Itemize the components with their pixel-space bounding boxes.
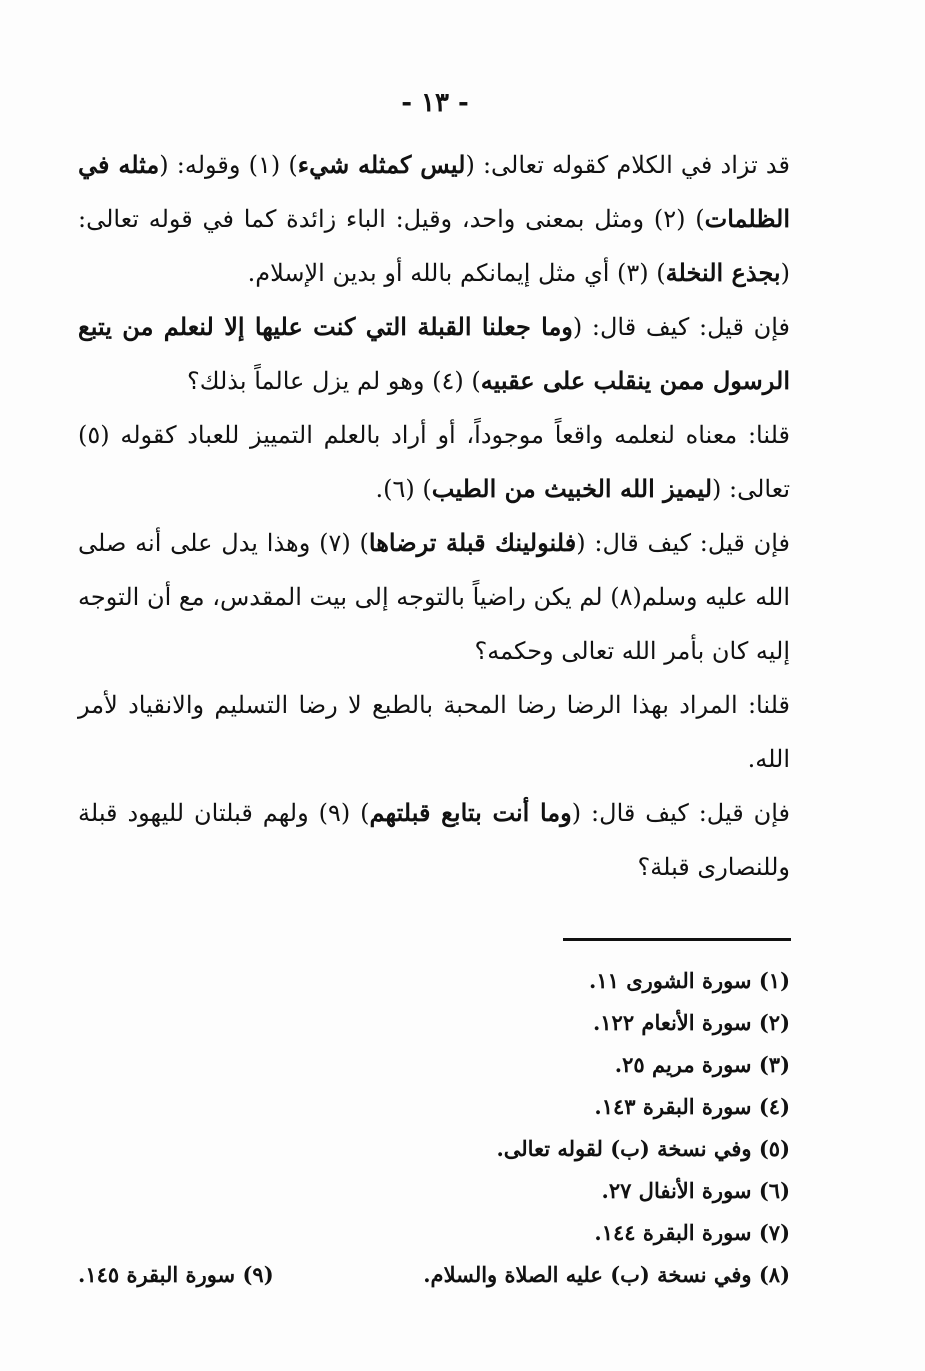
paragraph-text: ) (٩) ولهم قبلتان لليهود قبلة وللنصارى قبلة؟ — [78, 799, 790, 881]
quran-verse: وما أنت بتابع قبلتهم — [369, 798, 572, 827]
quran-verse: فلنولينك قبلة ترضاها — [368, 528, 577, 557]
footnote: (٣) سورة مريم ٢٥. — [614, 1052, 790, 1077]
footnote: (٢) سورة الأنعام ١٢٢. — [592, 1010, 790, 1035]
paragraph — [78, 408, 790, 516]
paragraph-text: فإن قيل: كيف قال: ( — [572, 313, 791, 341]
paragraph-text: قلنا: المراد بهذا الرضا رضا المحبة بالطبع لا رضا التسليم والانقياد لأمر الله. — [78, 691, 790, 773]
body-text — [78, 138, 790, 894]
paragraph-text: ) (٢) ومثل بمعنى واحد، وقيل: الباء زائدة كما في قوله تعالى: ( — [78, 205, 790, 287]
footnote: (٤) سورة البقرة ١٤٣. — [594, 1094, 790, 1119]
paragraph-text: ) (٦). — [375, 475, 432, 503]
paragraph-text: ) (٧) وهذا يدل على أنه صلى الله عليه وسلم(٨) لم يكن راضياً بالتوجه إلى بيت المقدس، مع أن التوجه إليه كان بأمر الله تعالى وحكمه؟ — [78, 529, 790, 665]
paragraph-text: فإن قيل: كيف قال: ( — [576, 529, 791, 557]
footnote: (٧) سورة البقرة ١٤٤. — [594, 1220, 790, 1245]
paragraph-text: ) (٣) أي مثل إيمانكم بالله أو بدين الإسلام. — [247, 259, 666, 287]
footnote-row — [78, 1254, 790, 1296]
paragraph-text: ) (٤) وهو لم يزل عالماً بذلك؟ — [187, 367, 481, 395]
footnote: (٨) وفي نسخة (ب) عليه الصلاة والسلام. — [423, 1262, 790, 1287]
quran-verse: ليميز الله الخبيث من الطيب — [431, 474, 713, 503]
quran-verse: وما جعلنا القبلة التي كنت عليها إلا لنعلم من يتبع الرسول ممن ينقلب على عقبيه — [78, 312, 790, 395]
paragraph-text: فإن قيل: كيف قال: ( — [571, 799, 790, 827]
paragraph — [78, 678, 790, 786]
paragraph-text: قلنا: معناه لنعلمه واقعاً موجوداً، أو أراد بالعلم التمييز للعباد كقوله (٥) تعالى: ( — [78, 421, 790, 503]
paragraph — [78, 516, 790, 678]
footnote: (٦) سورة الأنفال ٢٧. — [601, 1178, 790, 1203]
footnotes — [78, 960, 790, 1296]
paragraph — [78, 786, 790, 894]
quran-verse: مثله في الظلمات — [78, 150, 790, 233]
footnote: (٥) وفي نسخة (ب) لقوله تعالى. — [496, 1136, 790, 1161]
paragraph-text: ) (١) وقوله: ( — [159, 151, 298, 179]
footnote: (١) سورة الشورى ١١. — [589, 968, 790, 993]
footnote: (٩) سورة البقرة ١٤٥. — [78, 1262, 274, 1287]
paragraph — [78, 300, 790, 408]
quran-verse: بجذع النخلة — [665, 258, 781, 287]
page-number: - ١٣ - — [401, 88, 469, 118]
footnote-divider — [563, 938, 791, 941]
paragraph-text: قد تزاد في الكلام كقوله تعالى: ( — [465, 151, 791, 179]
paragraph — [78, 138, 790, 300]
quran-verse: ليس كمثله شيء — [297, 150, 466, 179]
